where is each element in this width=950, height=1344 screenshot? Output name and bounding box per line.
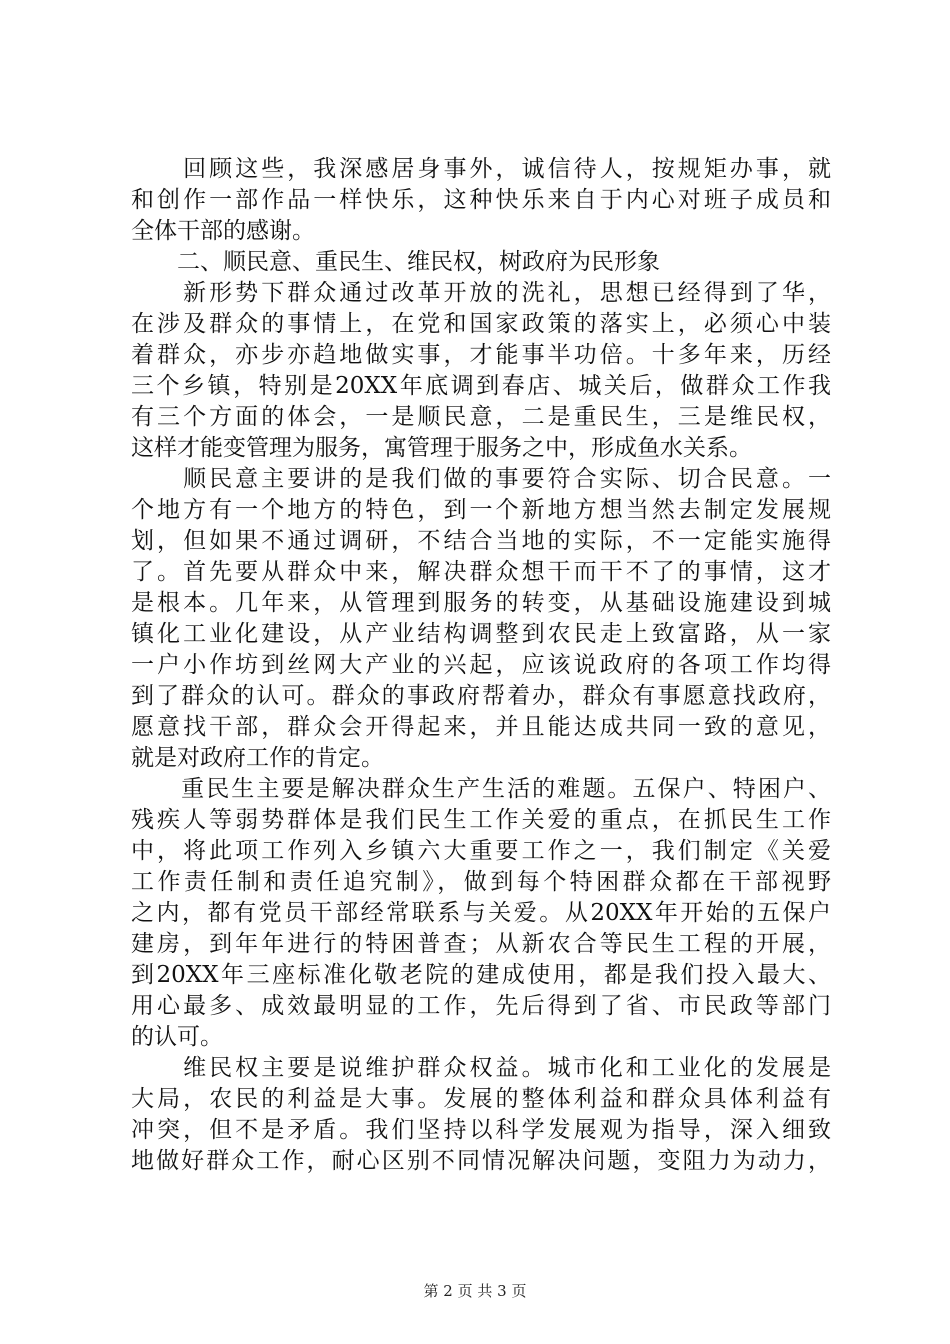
text-line: 镇化工业化建设，从产业结构调整到农民走上致富路，从一家 — [131, 621, 831, 647]
text-line: 重民生主要是解决群众生产生活的难题。五保户、特困户、 — [131, 776, 831, 802]
text-line: 是根本。几年来，从管理到服务的转变，从基础设施建设到城 — [131, 590, 831, 616]
text-line: 和创作一部作品一样快乐，这种快乐来自于内心对班子成员和 — [131, 187, 831, 213]
text-line: 个地方有一个地方的特色，到一个新地方想当然去制定发展规 — [131, 497, 831, 523]
text-line: 就是对政府工作的肯定。 — [131, 745, 384, 771]
text-line: 一户小作坊到丝网大产业的兴起，应该说政府的各项工作均得 — [131, 652, 831, 678]
text-line: 大局，农民的利益是大事。发展的整体利益和群众具体利益有 — [131, 1086, 831, 1112]
text-line: 地做好群众工作，耐心区别不同情况解决问题，变阻力为动力， — [131, 1148, 831, 1174]
text-line: 这样才能变管理为服务，寓管理于服务之中，形成鱼水关系。 — [131, 435, 752, 461]
text-line: 建房，到年年进行的特困普查；从新农合等民生工程的开展， — [131, 931, 831, 957]
page-number-footer: 第 2 页 共 3 页 — [423, 1282, 527, 1300]
text-line: 用心最多、成效最明显的工作，先后得到了省、市民政等部门 — [131, 993, 831, 1019]
text-line: 工作责任制和责任追究制》，做到每个特困群众都在干部视野 — [131, 869, 831, 895]
text-line: 之内，都有党员干部经常联系与关爱。从20XX年开始的五保户 — [131, 900, 831, 926]
text-line: 有三个方面的体会，一是顺民意，二是重民生，三是维民权， — [131, 404, 831, 430]
text-line: 在涉及群众的事情上，在党和国家政策的落实上，必须心中装 — [131, 311, 831, 337]
text-line: 着群众，亦步亦趋地做实事，才能事半功倍。十多年来，历经 — [131, 342, 831, 368]
text-line: 到了群众的认可。群众的事政府帮着办，群众有事愿意找政府， — [131, 683, 831, 709]
text-line: 全体干部的感谢。 — [131, 218, 315, 244]
text-line: 回顾这些，我深感居身事外，诚信待人，按规矩办事，就 — [131, 156, 831, 182]
text-line: 维民权主要是说维护群众权益。城市化和工业化的发展是 — [131, 1055, 831, 1081]
text-line: 了。首先要从群众中来，解决群众想干而干不了的事情，这才 — [131, 559, 831, 585]
text-line: 到20XX年三座标准化敬老院的建成使用，都是我们投入最大、 — [131, 962, 831, 988]
text-line: 中，将此项工作列入乡镇六大重要工作之一，我们制定《关爱 — [131, 838, 831, 864]
text-line: 顺民意主要讲的是我们做的事要符合实际、切合民意。一 — [131, 466, 831, 492]
text-line: 愿意找干部，群众会开得起来，并且能达成共同一致的意见， — [131, 714, 831, 740]
text-line: 冲突，但不是矛盾。我们坚持以科学发展观为指导，深入细致 — [131, 1117, 831, 1143]
document-body — [131, 154, 831, 1177]
text-line: 新形势下群众通过改革开放的洗礼，思想已经得到了华， — [131, 280, 831, 306]
text-line: 残疾人等弱势群体是我们民生工作关爱的重点，在抓民生工作 — [131, 807, 831, 833]
text-line: 的认可。 — [131, 1024, 223, 1050]
text-line: 划，但如果不通过调研，不结合当地的实际，不一定能实施得 — [131, 528, 831, 554]
text-line: 三个乡镇，特别是20XX年底调到春店、城关后，做群众工作我 — [131, 373, 831, 399]
text-line: 二、顺民意、重民生、维民权，树政府为民形象 — [131, 249, 660, 275]
